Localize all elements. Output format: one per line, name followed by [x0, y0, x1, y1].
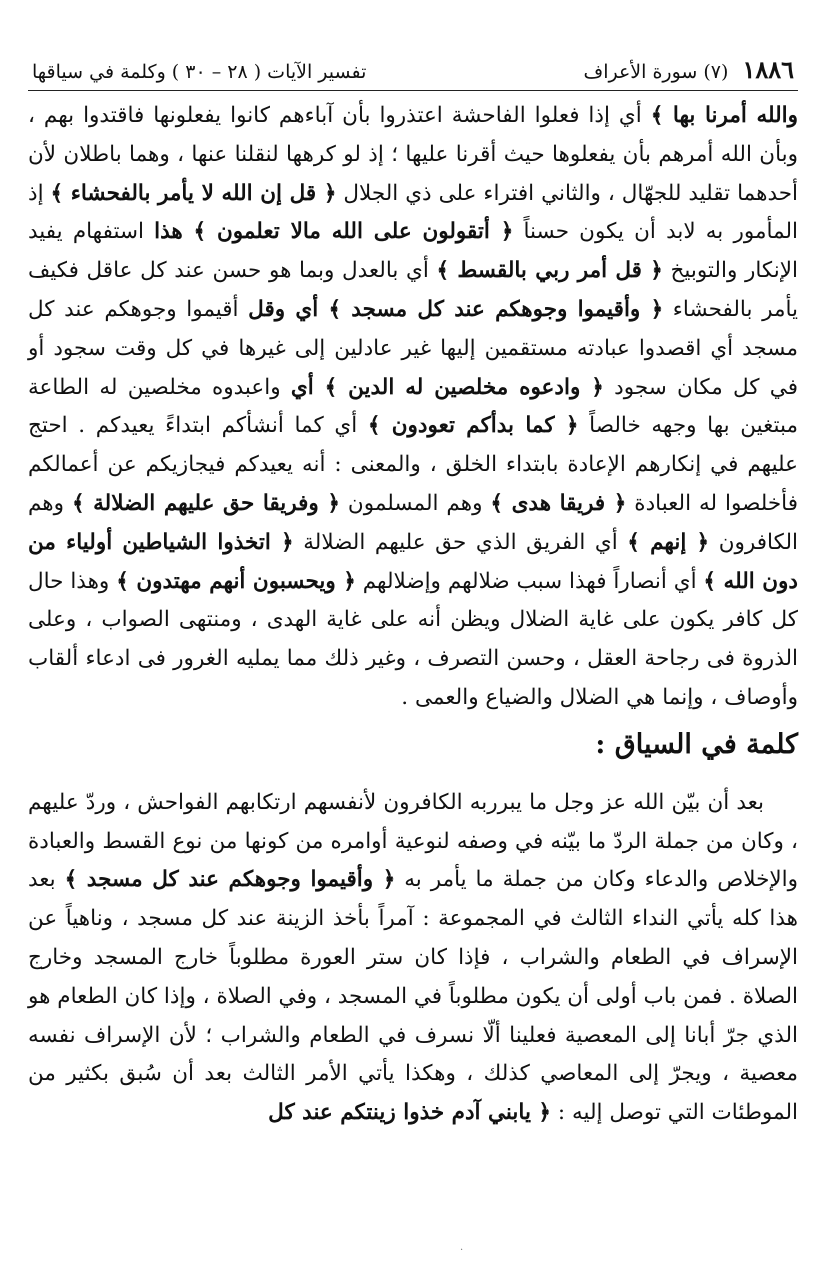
header-topic: تفسير الآيات ( ٢٨ – ٣٠ ) وكلمة في سياقها	[32, 61, 367, 83]
page-header	[28, 55, 798, 90]
quran-quote: ﴿ يابني آدم خذوا زينتكم عند كل	[268, 1100, 552, 1126]
commentary-text: أي كما أنشأكم ابتداءً يعيدكم . احتج عليهم في إنكارهم الإعادة بابتداء الخلق ، والمعنى : أنه يعيدكم فيجازيكم عن أعمالكم فأخلصوا له العبادة	[28, 413, 798, 516]
header-divider	[28, 90, 798, 91]
quran-quote: ﴿ إنهم ﴾	[627, 529, 710, 555]
page	[28, 55, 798, 1133]
quran-quote: ﴿ قل إن الله لا يأمر بالفحشاء ﴾	[50, 180, 337, 206]
commentary-text: بعد أن بيّن الله عز وجل ما يبرربه الكافرون لأنفسهم ارتكابهم الفواحش ، وردّ عليهم ، وكان من جملة الردّ ما بيّنه في وصفه لنوعية أوامره من كونها من نوع القسط والعبادة والإخلاص والدعاء وكان من جملة ما يأمر به	[28, 789, 798, 893]
commentary-text: وهذا حال كل كافر يكون على غاية الضلال ويظن أنه على غاية الهدى ، ومنتهى الصواب ، وعلى الذروة فى رجاحة العقل ، وحسن التصرف ، وغير ذلك مما يمليه الغرور فى ادعاء ألقاب وأوصاف ، وإنما هي الضلال والضياع والعمى .	[28, 568, 798, 710]
quran-quote: ﴿ ويحسبون أنهم مهتدون ﴾	[116, 568, 356, 594]
header-right	[584, 55, 794, 84]
context-paragraph	[28, 784, 798, 1133]
quran-quote: ﴿ وأقيموا وجوهكم عند كل مسجد ﴾ أي وقل	[248, 296, 664, 322]
commentary-text: أي إذا فعلوا الفاحشة اعتذروا بأن آباءهم كانوا يفعلونها فاقتدوا بهم ، وبأن الله أمرهم بأن يفعلوها حيث أقرنا عليها ؛ إذ لو كرهها لنقلنا عنها ، وهما باطلان لأن أحدهما تقليد للجهّال ، والثاني افتراء على ذي الجلال	[28, 103, 798, 206]
commentary-text: أي أنصاراً فهذا سبب ضلالهم وإضلالهم	[355, 568, 704, 594]
commentary-text: إذ المأمور به لابد أن يكون حسناً	[28, 180, 798, 245]
quran-quote: والله أمرنا بها ﴾	[650, 103, 799, 128]
quran-quote: ﴿ وأقيموا وجوهكم عند كل مسجد ﴾	[64, 867, 396, 893]
commentary-text: أقيموا وجوهكم عند كل مسجد أي اقصدوا عبادته مستقمين إليها غير عادلين إلى غيرها في كل وقت سجود أو في كل مكان سجود	[28, 296, 798, 400]
commentary-text: أي بالعدل وبما هو حسن عند كل عاقل فكيف يأمر بالفحشاء	[28, 258, 799, 322]
quran-quote: ﴿ قل أمر ربي بالقسط ﴾	[436, 258, 663, 284]
commentary-text: واعبدوه مخلصين له الطاعة مبتغين بها وجهه خالصاً	[28, 374, 798, 439]
quran-quote: ﴿ أتقولون على الله مالا تعلمون ﴾ هذا	[154, 219, 514, 245]
page-mark: .	[460, 1242, 464, 1253]
page-number: ١٨٨٦	[742, 55, 794, 84]
commentary-paragraph	[28, 97, 798, 718]
surah-name: (٧) سورة الأعراف	[583, 61, 729, 83]
quran-quote: ﴿ اتخذوا الشياطين أولياء من دون الله ﴾	[28, 529, 798, 594]
commentary-text: بعد هذا كله يأتي النداء الثالث في المجموعة : آمراً بأخذ الزينة عند كل مسجد ، وناهياً عن الإسراف في الطعام والشراب ، فإذا كان ستر العورة مطلوباً خارج المسجد وخارج الصلاة . فمن باب أولى أن يكون مطلوباً في المسجد ، وفي الصلاة ، وإذا كان الطعام هو الذي جرّ أبانا إلى المعصية فعلينا ألّا نسرف في الطعام والشراب ؛ لأن الإسراف نفسه معصية ، ويجرّ إلى المعاصي كذلك ، وهكذا يأتي الأمر الثالث بعد أن سُبق بكثير من الموطئات التي توصل إليه :	[28, 867, 798, 1126]
commentary-text: أي الفريق الذي حق عليهم الضلالة	[293, 529, 628, 555]
quran-quote: ﴿ وادعوه مخلصين له الدين ﴾ أي	[290, 374, 604, 400]
commentary-text: وهم المسلمون	[339, 490, 491, 516]
commentary-text: وهم الكافرون	[28, 490, 798, 555]
quran-quote: ﴿ فريقا هدى ﴾	[490, 490, 627, 516]
section-title: كلمة في السياق :	[595, 728, 798, 760]
quran-quote: ﴿ وفريقا حق عليهم الضلالة ﴾	[71, 490, 340, 516]
quran-quote: ﴿ كما بدأكم تعودون ﴾	[367, 413, 579, 439]
commentary-text: استفهام يفيد الإنكار والتوبيخ	[28, 219, 798, 284]
